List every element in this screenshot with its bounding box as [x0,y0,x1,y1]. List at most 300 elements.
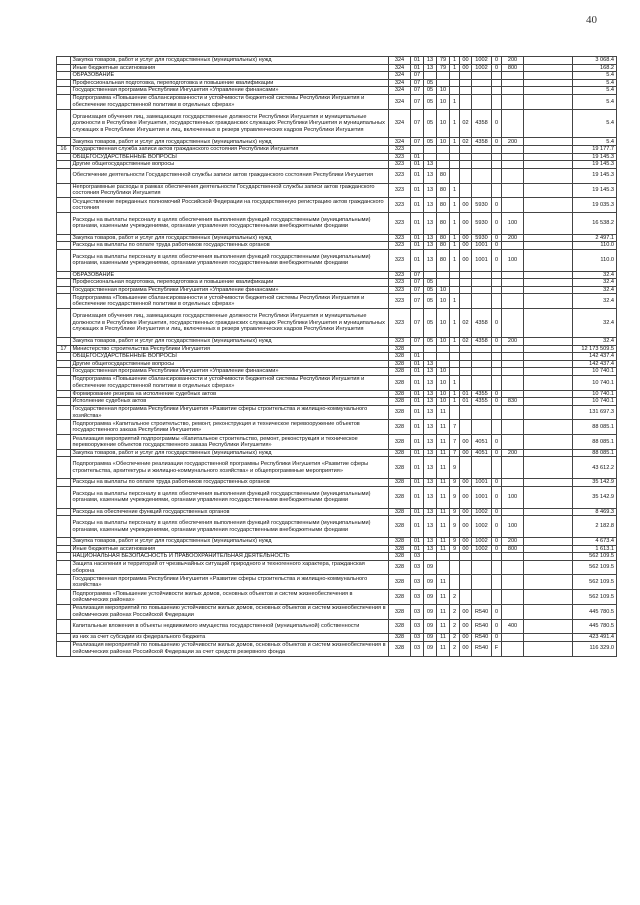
table-row [57,168,617,183]
blank-cell [524,294,573,309]
subprogram-code [450,161,460,169]
line-item-name: ОБЩЕГОСУДАРСТВЕННЫЕ ВОПРОСЫ [71,353,389,361]
ministry-code: 328 [389,479,411,487]
direction-suffix [492,94,502,109]
event-code [460,345,472,353]
amount: 142 437.4 [573,360,617,368]
row-number [57,405,71,420]
section-code: 01 [411,479,424,487]
event-code: 00 [460,641,472,656]
event-code: 00 [460,249,472,271]
event-code: 00 [460,479,472,487]
amount: 445 780.5 [573,619,617,634]
program-code: 10 [437,368,450,376]
direction-suffix: 0 [492,138,502,146]
line-item-name: НАЦИОНАЛЬНАЯ БЕЗОПАСНОСТЬ И ПРАВООХРАНИТЕЛЬНАЯ ДЕЯТЕЛЬНОСТЬ [71,553,389,561]
blank-cell [524,420,573,435]
line-item-name: Расходы на выплаты по оплате труда работников государственных органов [71,479,389,487]
table-row [57,183,617,198]
direction-suffix [492,294,502,309]
direction-suffix [492,368,502,376]
expense-type-code: 800 [502,64,524,72]
subsection-code: 13 [424,249,437,271]
subprogram-code: 1 [450,64,460,72]
subsection-code: 13 [424,479,437,487]
amount: 88 085.1 [573,435,617,450]
row-number [57,604,71,619]
expense-type-code [502,286,524,294]
row-number [57,508,71,516]
ministry-code: 324 [389,138,411,146]
subsection-code: 05 [424,79,437,87]
section-code: 01 [411,249,424,271]
amount: 88 085.1 [573,420,617,435]
direction-suffix: F [492,641,502,656]
direction-code: 1002 [472,538,492,546]
expense-type-code [502,641,524,656]
blank-cell [524,153,573,161]
program-code: 11 [437,486,450,508]
blank-cell [524,109,573,138]
section-code: 01 [411,212,424,234]
amount: 562 109.5 [573,553,617,561]
subsection-code [424,353,437,361]
ministry-code: 323 [389,279,411,287]
direction-suffix: 0 [492,242,502,250]
subsection-code [424,271,437,279]
blank-cell [524,279,573,287]
ministry-code: 328 [389,634,411,642]
event-code: 02 [460,309,472,338]
row-number [57,183,71,198]
section-code: 01 [411,64,424,72]
ministry-code: 328 [389,368,411,376]
line-item-name: Государственная программа Республики Ингушетия «Управление финансами» [71,286,389,294]
expense-type-code: 200 [502,538,524,546]
event-code [460,153,472,161]
blank-cell [524,590,573,605]
expense-type-code: 800 [502,545,524,553]
expense-type-code [502,242,524,250]
table-row [57,457,617,479]
ministry-code: 324 [389,79,411,87]
ministry-code: 328 [389,449,411,457]
subsection-code: 05 [424,286,437,294]
direction-code [472,553,492,561]
ministry-code: 328 [389,553,411,561]
table-row [57,405,617,420]
subprogram-code: 9 [450,538,460,546]
amount: 10 740.1 [573,375,617,390]
expense-type-code [502,198,524,213]
blank-cell [524,72,573,80]
ministry-code: 323 [389,309,411,338]
program-code: 11 [437,420,450,435]
subprogram-code: 1 [450,249,460,271]
direction-code: 1001 [472,242,492,250]
amount: 19 145.3 [573,168,617,183]
line-item-name: Другие общегосударственные вопросы [71,161,389,169]
section-code: 01 [411,368,424,376]
ministry-code: 323 [389,249,411,271]
direction-code: 5930 [472,198,492,213]
subprogram-code [450,368,460,376]
subprogram-code: 9 [450,486,460,508]
budget-table-sheet [56,56,616,657]
amount: 5.4 [573,87,617,95]
line-item-name: Закупка товаров, работ и услуг для государственных (муниципальных) нужд [71,538,389,546]
expense-type-code: 100 [502,249,524,271]
budget-allocation-table [56,56,617,657]
direction-suffix [492,353,502,361]
table-row [57,634,617,642]
line-item-name: Защита населения и территорий от чрезвычайных ситуаций природного и техногенного характера, гражданская оборона [71,560,389,575]
row-number [57,64,71,72]
subprogram-code [450,405,460,420]
section-code: 01 [411,457,424,479]
direction-suffix [492,420,502,435]
event-code: 00 [460,57,472,65]
amount: 562 109.5 [573,560,617,575]
direction-code [472,168,492,183]
line-item-name: Профессиональная подготовка, переподготовка и повышение квалификации [71,79,389,87]
direction-code [472,368,492,376]
subsection-code: 09 [424,590,437,605]
line-item-name: Расходы на выплаты персоналу в целях обеспечения выполнения функций государственными (муниципальными) органами, казенными учреждениями, органами управления государственными внебюджетными фондами [71,516,389,538]
event-code [460,457,472,479]
direction-suffix [492,153,502,161]
amount: 2 182.8 [573,516,617,538]
table-row [57,553,617,561]
direction-suffix [492,183,502,198]
row-number: 17 [57,345,71,353]
direction-suffix: 0 [492,57,502,65]
subsection-code [424,146,437,154]
ministry-code: 328 [389,353,411,361]
section-code: 01 [411,538,424,546]
direction-code: R540 [472,604,492,619]
blank-cell [524,249,573,271]
blank-cell [524,619,573,634]
blank-cell [524,271,573,279]
blank-cell [524,57,573,65]
direction-code: 4051 [472,435,492,450]
subprogram-code: 1 [450,212,460,234]
event-code [460,146,472,154]
ministry-code: 324 [389,94,411,109]
table-row [57,375,617,390]
direction-suffix: 0 [492,435,502,450]
section-code: 07 [411,271,424,279]
row-number [57,486,71,508]
subprogram-code [450,146,460,154]
section-code: 07 [411,337,424,345]
row-number [57,634,71,642]
event-code [460,161,472,169]
event-code [460,560,472,575]
table-row [57,249,617,271]
table-row [57,242,617,250]
row-number [57,435,71,450]
ministry-code: 328 [389,457,411,479]
subsection-code: 05 [424,94,437,109]
expense-type-code [502,435,524,450]
subprogram-code [450,87,460,95]
subsection-code: 13 [424,435,437,450]
direction-code [472,161,492,169]
line-item-name: Профессиональная подготовка, переподготовка и повышение квалификации [71,279,389,287]
ministry-code: 324 [389,87,411,95]
subprogram-code [450,72,460,80]
row-number [57,286,71,294]
direction-suffix [492,161,502,169]
event-code [460,353,472,361]
subsection-code: 05 [424,337,437,345]
line-item-name: Иные бюджетные ассигнования [71,545,389,553]
table-row [57,87,617,95]
subsection-code: 09 [424,560,437,575]
section-code: 07 [411,87,424,95]
row-number [57,545,71,553]
table-row [57,641,617,656]
program-code: 11 [437,508,450,516]
direction-suffix: 0 [492,538,502,546]
blank-cell [524,64,573,72]
event-code: 00 [460,619,472,634]
section-code: 01 [411,486,424,508]
line-item-name: Государственная программа Республики Ингушетия «Развитие сферы строительства и жилищно-коммунального хозяйства» [71,405,389,420]
table-row [57,94,617,109]
section-code: 01 [411,405,424,420]
line-item-name: Закупка товаров, работ и услуг для государственных (муниципальных) нужд [71,57,389,65]
direction-code: 4358 [472,337,492,345]
row-number [57,553,71,561]
event-code: 00 [460,508,472,516]
row-number [57,72,71,80]
subprogram-code [450,553,460,561]
subsection-code: 09 [424,619,437,634]
subsection-code: 09 [424,641,437,656]
blank-cell [524,353,573,361]
direction-suffix: 0 [492,390,502,398]
ministry-code: 323 [389,153,411,161]
subsection-code [424,153,437,161]
blank-cell [524,345,573,353]
row-number [57,375,71,390]
subsection-code: 13 [424,161,437,169]
blank-cell [524,183,573,198]
ministry-code: 323 [389,146,411,154]
ministry-code: 324 [389,109,411,138]
ministry-code: 323 [389,271,411,279]
expense-type-code [502,560,524,575]
ministry-code: 323 [389,168,411,183]
program-code: 79 [437,64,450,72]
subprogram-code: 9 [450,545,460,553]
section-code: 03 [411,553,424,561]
direction-suffix [492,575,502,590]
table-row [57,345,617,353]
ministry-code: 328 [389,508,411,516]
program-code: 11 [437,641,450,656]
amount: 32.4 [573,271,617,279]
line-item-name: Подпрограмма «Повышение сбалансированности и устойчивости бюджетной системы Республики Ингушетия и обеспечение государственной политики в отдельных сферах» [71,294,389,309]
blank-cell [524,634,573,642]
direction-code [472,345,492,353]
table-row [57,575,617,590]
direction-suffix [492,457,502,479]
section-code [411,146,424,154]
expense-type-code [502,309,524,338]
program-code: 10 [437,294,450,309]
direction-code: 5930 [472,212,492,234]
section-code: 07 [411,294,424,309]
amount: 423 491.4 [573,634,617,642]
ministry-code: 328 [389,575,411,590]
row-number [57,234,71,242]
table-row [57,64,617,72]
subprogram-code: 1 [450,234,460,242]
direction-code: 4355 [472,398,492,406]
event-code [460,368,472,376]
direction-code: 5930 [472,234,492,242]
row-number [57,360,71,368]
expense-type-code: 200 [502,57,524,65]
subprogram-code: 7 [450,435,460,450]
direction-suffix: 0 [492,508,502,516]
row-number [57,153,71,161]
ministry-code: 328 [389,398,411,406]
row-number [57,560,71,575]
line-item-name: Расходы на выплаты по оплате труда работников государственных органов [71,242,389,250]
ministry-code: 328 [389,545,411,553]
table-row [57,435,617,450]
amount: 142 437.4 [573,353,617,361]
section-code: 07 [411,279,424,287]
amount: 5.4 [573,138,617,146]
direction-code [472,94,492,109]
subprogram-code: 1 [450,198,460,213]
subsection-code: 05 [424,87,437,95]
table-row [57,294,617,309]
expense-type-code [502,405,524,420]
event-code [460,279,472,287]
direction-code [472,353,492,361]
line-item-name: Государственная программа Республики Ингушетия «Развитие сферы строительства и жилищно-коммунального хозяйства» [71,575,389,590]
expense-type-code [502,553,524,561]
subprogram-code: 9 [450,479,460,487]
subsection-code: 13 [424,375,437,390]
subsection-code: 13 [424,168,437,183]
direction-suffix: 0 [492,198,502,213]
section-code: 01 [411,390,424,398]
row-number [57,309,71,338]
subprogram-code: 1 [450,183,460,198]
ministry-code: 328 [389,375,411,390]
direction-suffix [492,279,502,287]
row-number [57,57,71,65]
program-code [437,146,450,154]
event-code [460,553,472,561]
subprogram-code: 9 [450,457,460,479]
section-code: 07 [411,138,424,146]
direction-suffix [492,360,502,368]
event-code: 01 [460,390,472,398]
row-number [57,398,71,406]
subprogram-code: 1 [450,57,460,65]
line-item-name: Непрограммные расходы в рамках обеспечения деятельности Государственной службы записи актов гражданского состояния Республики Ингушетия [71,183,389,198]
expense-type-code: 100 [502,212,524,234]
line-item-name: Организация обучения лиц, замещающих государственные должности Республики Ингушетия и муниципальные должности в Республике Ингушетия, государственных гражданских служащих Республики Ингушетия и муниципальных служащих в Республике Ингушетия и лиц, включенных в резерв управленческих кадров Республики Ингушетия [71,109,389,138]
subsection-code: 05 [424,279,437,287]
amount: 131 697.3 [573,405,617,420]
row-number [57,420,71,435]
amount: 10 740.1 [573,398,617,406]
section-code: 03 [411,634,424,642]
program-code: 80 [437,249,450,271]
subprogram-code [450,271,460,279]
amount: 4 673.4 [573,538,617,546]
direction-code: 1002 [472,508,492,516]
line-item-name: Государственная программа Республики Ингушетия «Управление финансами» [71,368,389,376]
amount: 116 329.0 [573,641,617,656]
expense-type-code: 200 [502,234,524,242]
direction-suffix: 0 [492,634,502,642]
amount: 5.4 [573,109,617,138]
expense-type-code [502,109,524,138]
table-row [57,161,617,169]
program-code: 11 [437,634,450,642]
subsection-code: 13 [424,198,437,213]
table-row [57,138,617,146]
table-row [57,79,617,87]
direction-code: 1001 [472,249,492,271]
row-number [57,368,71,376]
amount: 1 613.1 [573,545,617,553]
section-code: 07 [411,109,424,138]
subsection-code: 13 [424,545,437,553]
section-code: 03 [411,590,424,605]
expense-type-code: 200 [502,449,524,457]
row-number [57,457,71,479]
amount: 562 109.5 [573,575,617,590]
direction-code [472,375,492,390]
program-code: 80 [437,242,450,250]
expense-type-code [502,508,524,516]
subprogram-code [450,575,460,590]
subsection-code [424,72,437,80]
row-number [57,538,71,546]
direction-code [472,87,492,95]
table-row [57,153,617,161]
table-row [57,368,617,376]
program-code [437,360,450,368]
line-item-name: из них за счет субсидии из федерального бюджета [71,634,389,642]
direction-code [472,560,492,575]
subsection-code: 13 [424,234,437,242]
table-row [57,57,617,65]
amount: 43 612.2 [573,457,617,479]
direction-suffix: 0 [492,337,502,345]
expense-type-code [502,420,524,435]
row-number [57,79,71,87]
amount: 110.0 [573,249,617,271]
section-code: 01 [411,198,424,213]
amount: 445 780.5 [573,604,617,619]
subprogram-code [450,560,460,575]
line-item-name: Подпрограмма «Повышение сбалансированности и устойчивости бюджетной системы Республики Ингушетия и обеспечение государственной политики в отдельных сферах» [71,94,389,109]
ministry-code: 328 [389,435,411,450]
